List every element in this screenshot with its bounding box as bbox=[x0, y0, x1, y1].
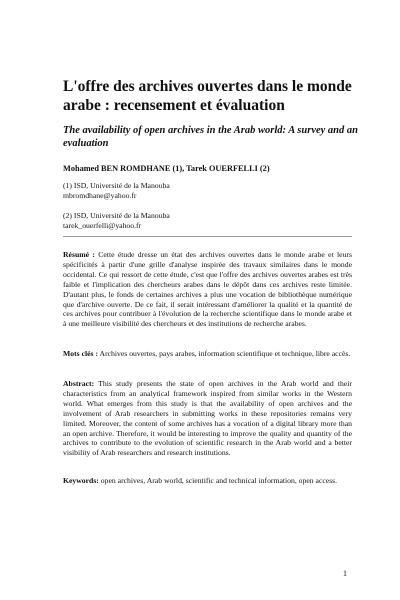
paper-title-french: L'offre des archives ouvertes dans le monde arabe : recensement et évaluation bbox=[63, 78, 352, 114]
mots-cles-label: Mots clés : bbox=[63, 349, 99, 358]
resume-label: Résumé : bbox=[63, 250, 95, 259]
author-line: Mohamed BEN ROMDHANE (1), Tarek OUERFELLI (2) bbox=[63, 164, 270, 173]
affiliation-1-institution: (1) ISD, Université de la Manouba bbox=[63, 181, 170, 190]
affiliation-2-email: tarek_ouerfelli@yahoo.fr bbox=[63, 221, 142, 230]
affiliation-2 bbox=[63, 211, 353, 231]
keywords-paragraph bbox=[63, 476, 352, 486]
paper-title-english: The availability of open archives in the Arab world: A survey and an evaluation bbox=[63, 125, 358, 149]
resume-text: Cette étude dresse un état des archives ouvertes dans le monde arabe et leurs spécificités à partir d'une grille d'analyse inspirée des travaux similaires dans le monde occidental. Ce qui ressort de cette étude, c'est que l'offre des archives ouvertes arabes est très faible et l'implication des chercheurs arabes dans le dépôt dans ces archives reste limitée. D'autant plus, le fonds de certaines archives a plus une vocation de bibliothèque numérique que d'archive ouverte. De ce fait, il serait intéressant d'améliorer la qualité et la quantité de ces archives pour contribuer à l'évolution de la recherche scientifique dans le monde arabe et à une meilleure visibilité des chercheurs et des institutions de recherche arabes. bbox=[63, 250, 352, 329]
section-divider bbox=[63, 236, 352, 237]
abstract-paragraph bbox=[63, 379, 352, 458]
mots-cles-paragraph bbox=[63, 349, 352, 359]
keywords-label: Keywords: bbox=[63, 476, 99, 485]
mots-cles-text: Archives ouvertes, pays arabes, information scientifique et technique, libre accès. bbox=[99, 349, 351, 358]
keywords-text: open archives, Arab world, scientific and technical information, open access. bbox=[100, 476, 338, 485]
affiliation-2-institution: (2) ISD, Université de la Manouba bbox=[63, 211, 170, 220]
affiliation-1 bbox=[63, 181, 353, 201]
affiliation-1-email: mbromdhane@yahoo.fr bbox=[63, 191, 137, 200]
abstract-text: This study presents the state of open archives in the Arab world and their characteristics from an analytical framework inspired from similar works in the Western world. What emerges from this study is that the availability of open archives and the involvement of Arab researchers in submitting works in these repositories remains very limited. Moreover, the content of some archives has a vocation of a digital library more than an open archive. Therefore, it would be interesting to improve the quality and quantity of the archives to contribute to the evolution of scientific research in the Arab world and a better visibility of Arab researchers and research institutions. bbox=[63, 379, 352, 458]
page-number: 1 bbox=[343, 569, 347, 578]
abstract-label: Abstract: bbox=[63, 379, 95, 388]
resume-paragraph bbox=[63, 250, 352, 329]
